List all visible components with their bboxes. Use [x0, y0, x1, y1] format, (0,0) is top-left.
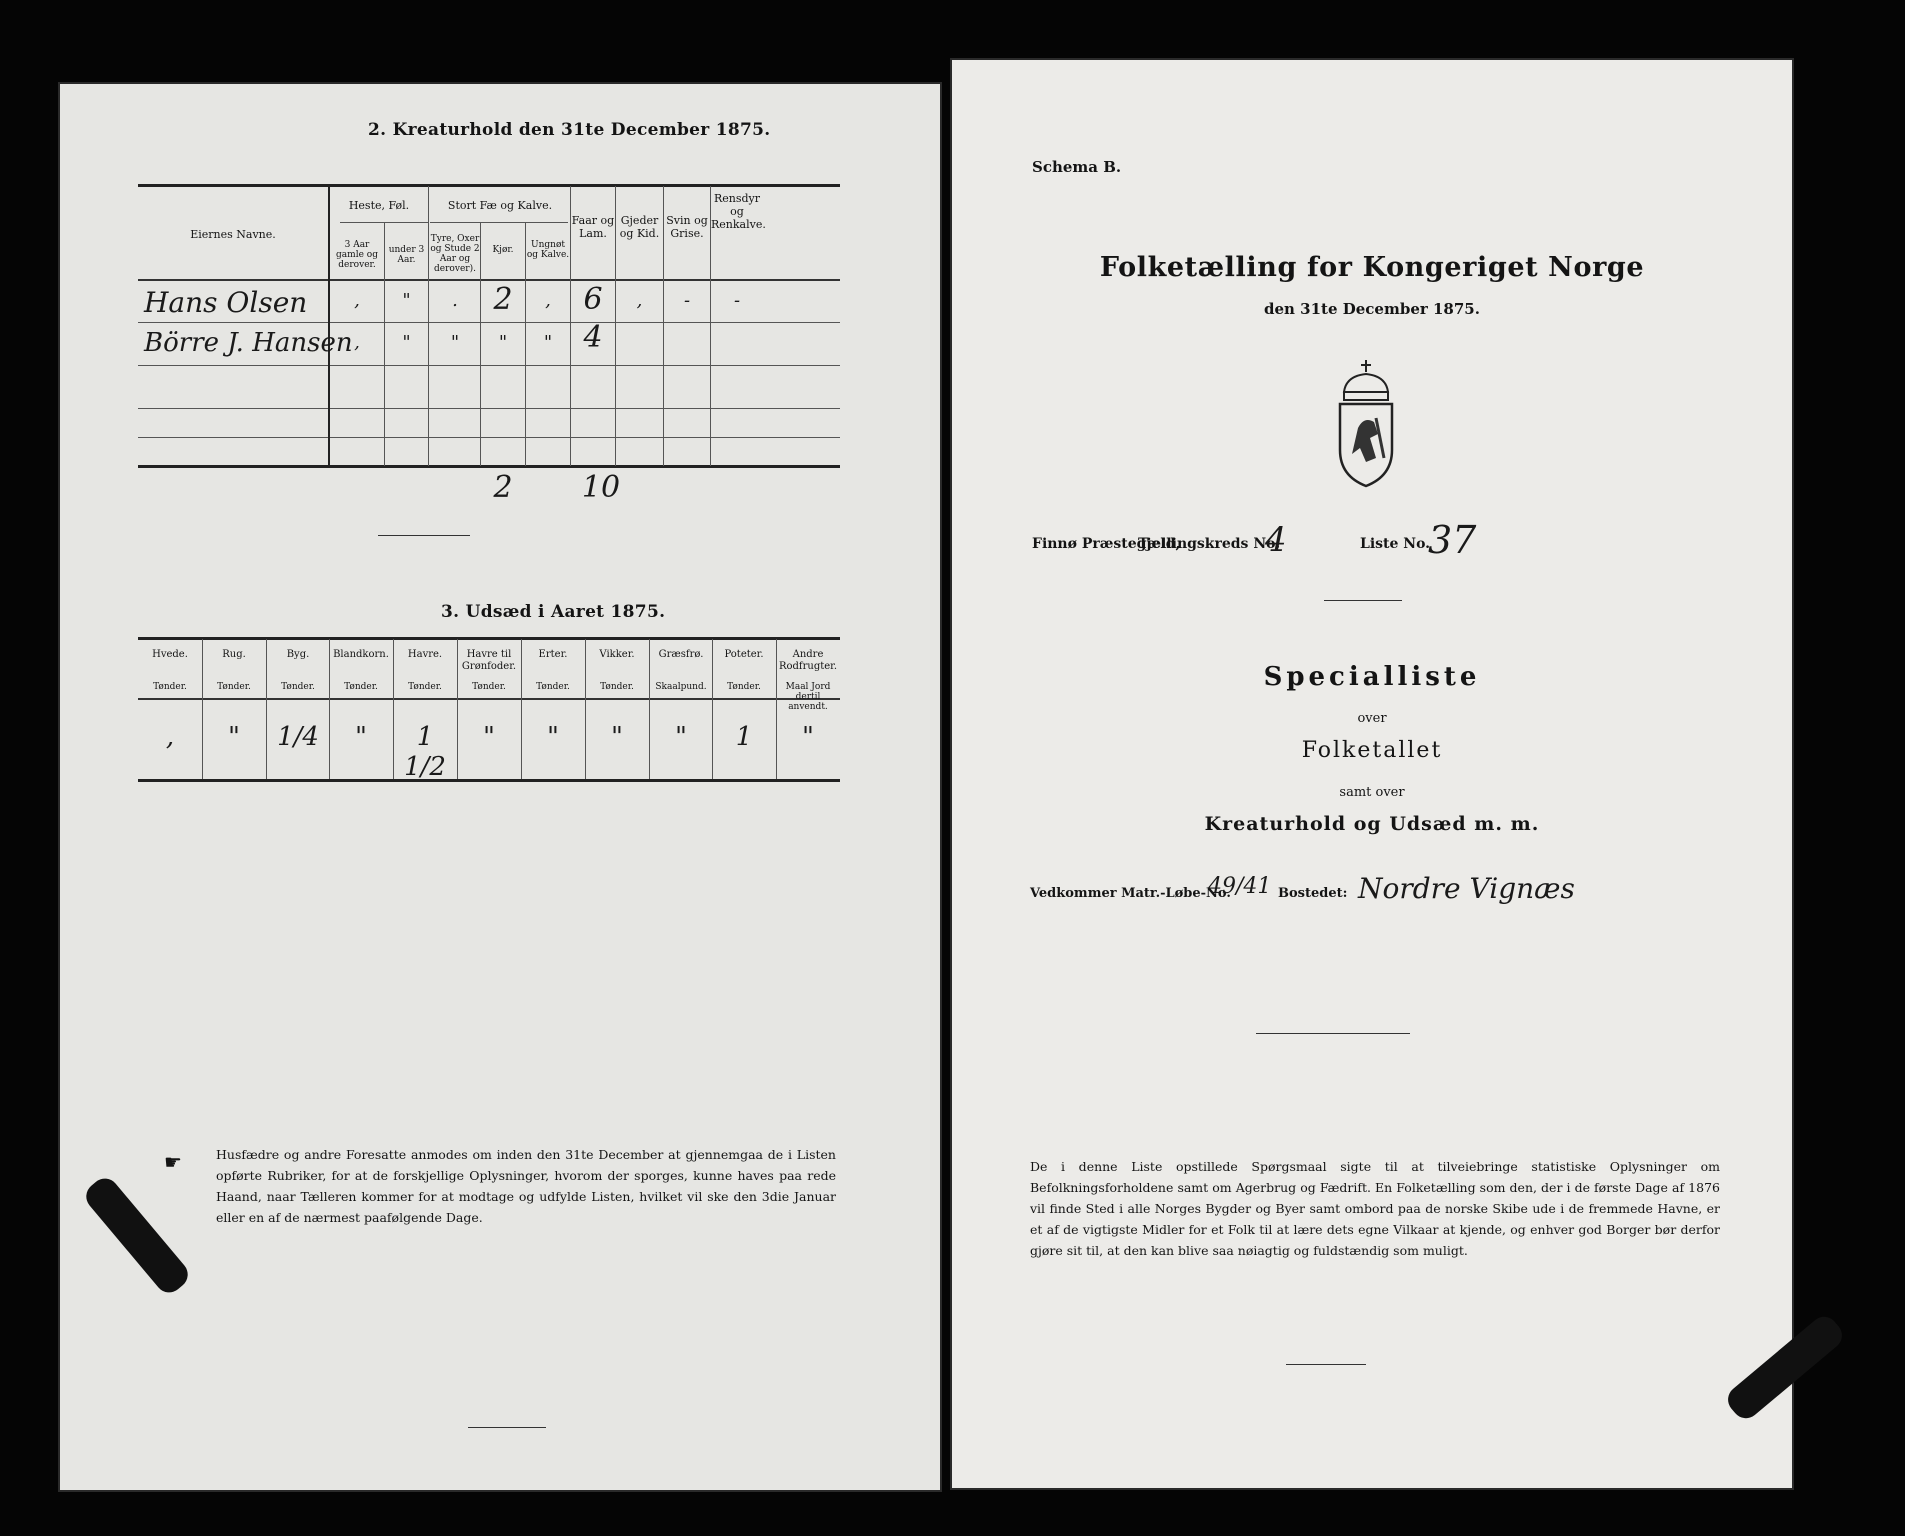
sowing-value: " — [802, 722, 814, 752]
table-cell: " — [402, 290, 411, 311]
row-rule — [138, 322, 840, 323]
table-cell: " — [450, 332, 460, 353]
col-header: Vikker. — [599, 649, 635, 660]
col-header: Byg. — [286, 649, 310, 660]
row-rule — [138, 437, 840, 438]
col-header: Blandkorn. — [333, 649, 389, 660]
sowing-value: 1 — [735, 722, 753, 752]
table-cell: , — [354, 290, 360, 311]
col-header: Havre. — [407, 649, 443, 660]
table-bottom-rule — [138, 465, 840, 468]
total-faar: 10 — [581, 470, 621, 505]
table-cell: , — [545, 290, 551, 311]
specialliste-title: Specialliste — [1263, 662, 1481, 692]
col-svin: Svin og Grise. — [666, 214, 708, 240]
samt-over-text: samt over — [1339, 785, 1405, 800]
matr-value: 49/41 — [1208, 874, 1272, 899]
bosted-value: Nordre Vignæs — [1358, 872, 1575, 905]
sowing-value: , — [165, 722, 175, 752]
owner-name: Börre J. Hansen — [144, 328, 353, 358]
divider — [1256, 1033, 1410, 1034]
col-header: Havre til Grønfoder. — [461, 649, 517, 672]
sowing-value: " — [228, 722, 240, 752]
over-text: over — [1357, 711, 1387, 726]
census-date: den 31te December 1875. — [1264, 300, 1480, 318]
section2-title: 2. Kreaturhold den 31te December 1875. — [368, 120, 771, 140]
kreds-label: Tællingskreds No. — [1138, 536, 1281, 552]
col-unit: Tønder. — [281, 682, 315, 692]
col-header: Rug. — [222, 649, 246, 660]
owner-name: Hans Olsen — [144, 286, 308, 319]
col-stort-b: Kjør. — [492, 245, 514, 255]
col-rensdyr: Rensdyr og Renkalve. — [711, 192, 766, 231]
col-heste-b: under 3 Aar. — [388, 245, 425, 265]
col-line — [328, 186, 330, 466]
instructions-text: De i denne Liste opstillede Spørgsmaal sigte til at tilveiebringe statistiske Oplysninger om Befolkningsforholdene samt om Agerbrug og Fædrift. En Folketælling som den, der i de første Dage af 1876 vil finde Sted i alle Norges Bygder og Byer samt ombord paa de norske Skibe ude i de fremmede Havne, er et af de vigtigste Midler for et Folk til at lære dets egne Vilkaar at kjende, og enhver god Borger bør derfor gjøre sit til, at den kan blive saa nøiagtig og fuldstændig som muligt. — [1030, 1159, 1720, 1258]
col-header: Andre Rodfrugter. — [778, 649, 838, 672]
table-cell: , — [354, 332, 360, 353]
kreds-value: 4 — [1265, 520, 1287, 560]
col-header: Poteter. — [724, 649, 764, 660]
divider — [1286, 1364, 1366, 1365]
sowing-value: " — [355, 722, 367, 752]
total-kjor: 2 — [493, 470, 513, 505]
pointing-hand-icon: ☛ — [164, 1150, 182, 1174]
col-heste-group: Heste, Føl. — [348, 199, 410, 212]
col-header: Hvede. — [152, 649, 188, 660]
col-unit: Maal Jord dertil anvendt. — [785, 682, 831, 712]
col-owner-header: Eiernes Navne. — [190, 228, 276, 241]
divider — [378, 535, 470, 536]
coat-of-arms-icon — [1330, 358, 1402, 490]
table-cell: " — [402, 332, 411, 353]
sowing-value: " — [675, 722, 687, 752]
table-cell: 2 — [493, 282, 513, 317]
table-cell: - — [683, 290, 691, 311]
folketallet-title: Folketallet — [1301, 738, 1443, 763]
table-top-rule — [138, 184, 840, 187]
col-stort-a: Tyre, Oxer og Stude 2 Aar og derover). — [430, 234, 480, 274]
group-rule — [430, 222, 568, 223]
col-heste-a: 3 Aar gamle og derover. — [336, 240, 378, 270]
liste-value: 37 — [1428, 518, 1477, 562]
schema-label: Schema B. — [1032, 158, 1122, 176]
liste-label: Liste No. — [1360, 536, 1431, 552]
col-stort-c: Ungnøt og Kalve. — [526, 240, 570, 260]
col-unit: Tønder. — [472, 682, 506, 692]
table-cell: . — [452, 290, 458, 311]
bosted-label: Bostedet: — [1278, 886, 1348, 901]
col-unit: Tønder. — [153, 682, 187, 692]
table-cell: - — [733, 290, 741, 311]
col-unit: Skaalpund. — [655, 682, 707, 692]
header-rule — [138, 279, 840, 281]
table-bottom-rule — [138, 779, 840, 782]
col-unit: Tønder. — [536, 682, 570, 692]
header-rule — [138, 698, 840, 700]
divider — [468, 1427, 546, 1428]
table-cell: 4 — [583, 320, 603, 355]
col-stort-group: Stort Fæ og Kalve. — [447, 199, 553, 212]
col-unit: Tønder. — [344, 682, 378, 692]
prestegjeld-label: Finnø Præstegjeld, — [1032, 536, 1181, 552]
col-gjeder: Gjeder og Kid. — [619, 214, 660, 240]
col-faar: Faar og Lam. — [571, 214, 615, 240]
col-unit: Tønder. — [217, 682, 251, 692]
kreaturhold-title: Kreaturhold og Udsæd m. m. — [1204, 813, 1540, 835]
col-header: Erter. — [538, 649, 568, 660]
sowing-value: " — [611, 722, 623, 752]
left-page — [58, 82, 942, 1492]
right-page — [950, 58, 1794, 1490]
col-unit: Tønder. — [600, 682, 634, 692]
col-unit: Tønder. — [727, 682, 761, 692]
table-cell: " — [543, 332, 553, 353]
table-cell: , — [636, 290, 643, 311]
sowing-value: 1/4 — [277, 722, 319, 752]
census-title: Folketælling for Kongeriget Norge — [1099, 252, 1645, 283]
sowing-value: 1 1/2 — [404, 722, 446, 782]
table-cell: " — [498, 332, 508, 353]
table-cell: 6 — [583, 282, 603, 317]
instructions-text: Husfædre og andre Foresatte anmodes om inden den 31te December at gjennemgaa de i Listen opførte Rubriker, for at de forskjellige Oplysninger, hvorom der sporges, kunne haves paa rede Haand, naar Tælleren kommer for at modtage og udfylde Listen, hvilket vil ske den 3die Januar eller en af de nærmest paafølgende Dage. — [216, 1147, 836, 1225]
col-line — [428, 186, 429, 466]
matr-label: Vedkommer Matr.-Løbe-No. — [1030, 886, 1231, 901]
section3-title: 3. Udsæd i Aaret 1875. — [441, 602, 666, 622]
divider — [1324, 600, 1402, 601]
row-rule — [138, 408, 840, 409]
table-top-rule — [138, 637, 840, 640]
sowing-value: " — [547, 722, 559, 752]
row-rule — [138, 365, 840, 366]
sowing-value: " — [483, 722, 495, 752]
col-unit: Tønder. — [408, 682, 442, 692]
col-header: Græsfrø. — [658, 649, 704, 660]
